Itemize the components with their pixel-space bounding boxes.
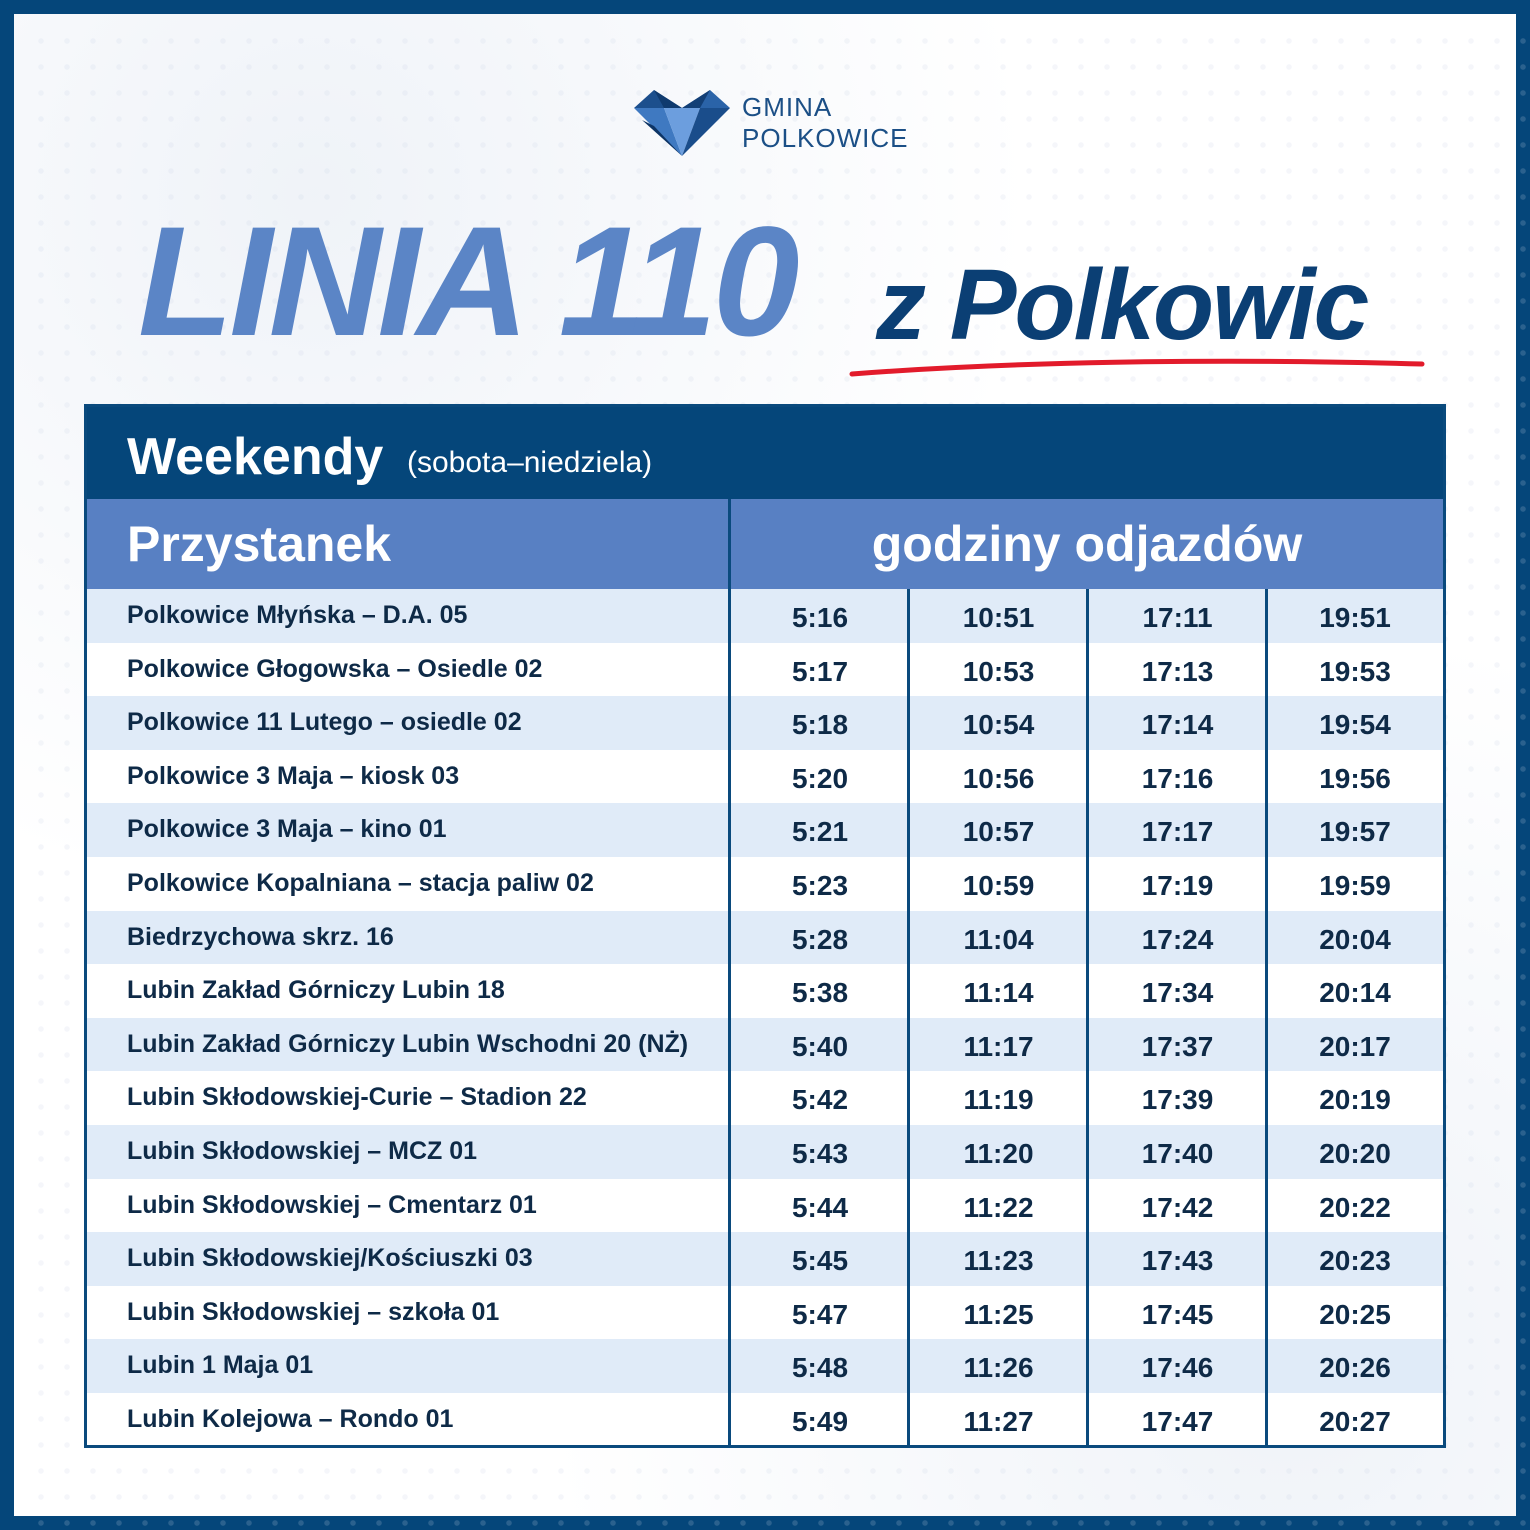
stop-name: Lubin Skłodowskiej – Cmentarz 01 <box>127 1190 537 1219</box>
departure-time: 17:47 <box>1141 1405 1214 1437</box>
departure-time: 10:51 <box>962 602 1035 633</box>
departure-time: 17:40 <box>1141 1137 1214 1169</box>
departure-time: 19:56 <box>1319 762 1391 794</box>
column-divider <box>728 589 731 1448</box>
departure-time: 10:54 <box>962 709 1035 741</box>
departure-time: 11:14 <box>963 977 1034 1009</box>
departure-time: 11:26 <box>963 1352 1034 1384</box>
departure-time: 5:48 <box>791 1352 849 1384</box>
stop-name: Lubin Skłodowskiej – MCZ 01 <box>127 1136 478 1165</box>
departure-time: 5:23 <box>791 869 849 901</box>
departure-time: 5:21 <box>791 816 849 848</box>
timetable <box>84 404 1446 1448</box>
table-row <box>87 1071 1443 1125</box>
table-row <box>87 696 1443 750</box>
departure-time: 17:42 <box>1141 1191 1214 1223</box>
stop-name: Lubin Skłodowskiej – szkoła 01 <box>127 1297 500 1326</box>
departure-time: 11:25 <box>963 1298 1034 1330</box>
departure-time: 10:53 <box>962 655 1035 687</box>
departure-time: 11:20 <box>963 1137 1034 1169</box>
section-note: (sobota–niedziela) <box>407 446 653 479</box>
departure-time: 11:17 <box>963 1030 1034 1062</box>
table-row <box>87 589 1443 643</box>
gmina-name <box>742 92 908 154</box>
section-title: Weekendy <box>127 428 384 486</box>
line-title: LINIA 110 <box>138 195 796 369</box>
column-stop: Przystanek <box>127 516 392 572</box>
departure-time: 17:14 <box>1141 709 1214 741</box>
stop-name: Biedrzychowa skrz. 16 <box>127 922 394 951</box>
departure-time: 11:22 <box>963 1191 1034 1223</box>
departure-time: 20:27 <box>1319 1405 1391 1437</box>
stop-name: Lubin Kolejowa – Rondo 01 <box>127 1404 454 1433</box>
section-header <box>87 407 1443 499</box>
column-divider <box>907 589 910 1448</box>
departure-time: 20:19 <box>1319 1084 1391 1116</box>
departure-time: 17:39 <box>1141 1084 1214 1116</box>
departure-time: 5:17 <box>791 655 849 687</box>
departure-time: 10:59 <box>962 869 1035 901</box>
departure-time: 5:45 <box>791 1245 849 1277</box>
column-times: godziny odjazdów <box>871 516 1303 572</box>
table-row <box>87 1232 1443 1286</box>
departure-time: 5:20 <box>791 762 849 794</box>
departure-time: 20:22 <box>1319 1191 1391 1223</box>
departure-time: 11:27 <box>963 1405 1034 1437</box>
stop-name: Polkowice 3 Maja – kino 01 <box>127 815 447 844</box>
departure-time: 17:16 <box>1141 762 1214 794</box>
departure-time: 19:59 <box>1319 869 1391 901</box>
departure-time: 17:24 <box>1141 923 1214 955</box>
departure-time: 20:23 <box>1319 1245 1391 1277</box>
departure-time: 20:20 <box>1319 1137 1391 1169</box>
departure-time: 19:54 <box>1319 709 1391 741</box>
table-row <box>87 750 1443 804</box>
departure-time: 17:46 <box>1141 1352 1214 1384</box>
departure-time: 5:16 <box>791 602 849 633</box>
heart-gem-icon <box>634 86 730 158</box>
stop-name: Lubin 1 Maja 01 <box>127 1351 314 1380</box>
departure-time: 5:42 <box>791 1084 849 1116</box>
table-row <box>87 1018 1443 1072</box>
departure-time: 5:38 <box>791 977 849 1009</box>
departure-time: 17:34 <box>1141 977 1214 1009</box>
departure-time: 17:19 <box>1141 869 1214 901</box>
column-divider <box>1086 589 1089 1448</box>
departure-time: 17:43 <box>1141 1245 1214 1277</box>
timetable-rows <box>87 589 1443 1447</box>
departure-time: 5:49 <box>791 1405 849 1437</box>
stop-name: Polkowice Młyńska – D.A. 05 <box>127 601 468 629</box>
departure-time: 20:14 <box>1319 977 1391 1009</box>
departure-time: 5:44 <box>791 1191 849 1223</box>
table-row <box>87 911 1443 965</box>
gmina-line1: GMINA <box>742 92 833 122</box>
red-underline <box>848 348 1428 384</box>
stop-name: Polkowice 3 Maja – kiosk 03 <box>127 761 460 790</box>
departure-time: 17:17 <box>1141 816 1214 848</box>
departure-time: 10:56 <box>962 762 1035 794</box>
departure-time: 11:23 <box>963 1245 1034 1277</box>
departure-time: 17:13 <box>1141 655 1214 687</box>
stop-name: Lubin Zakład Górniczy Lubin Wschodni 20 (NŻ) <box>127 1029 689 1058</box>
table-row <box>87 1286 1443 1340</box>
departure-time: 5:43 <box>791 1137 849 1169</box>
table-row <box>87 1339 1443 1393</box>
departure-time: 17:45 <box>1141 1298 1214 1330</box>
line-origin: z Polkowic <box>876 249 1368 361</box>
table-row <box>87 857 1443 911</box>
departure-time: 20:04 <box>1319 923 1391 955</box>
gmina-logo <box>634 86 934 158</box>
departure-time: 17:11 <box>1142 602 1213 633</box>
departure-time: 20:17 <box>1319 1030 1391 1062</box>
table-row <box>87 1125 1443 1179</box>
table-row <box>87 1179 1443 1233</box>
stop-name: Polkowice 11 Lutego – osiedle 02 <box>127 708 522 737</box>
departure-time: 5:28 <box>791 923 849 955</box>
column-divider <box>1265 589 1268 1448</box>
table-row <box>87 803 1443 857</box>
stop-name: Polkowice Głogowska – Osiedle 02 <box>127 654 543 683</box>
departure-time: 11:19 <box>963 1084 1034 1116</box>
departure-time: 17:37 <box>1141 1030 1214 1062</box>
table-row <box>87 1393 1443 1447</box>
departure-time: 19:57 <box>1319 816 1391 848</box>
departure-time: 10:57 <box>962 816 1035 848</box>
stop-name: Lubin Zakład Górniczy Lubin 18 <box>127 976 505 1005</box>
departure-time: 20:25 <box>1319 1298 1391 1330</box>
departure-time: 5:47 <box>791 1298 849 1330</box>
departure-time: 19:51 <box>1319 602 1391 633</box>
departure-time: 19:53 <box>1319 655 1391 687</box>
departure-time: 11:04 <box>963 923 1034 955</box>
column-header <box>87 499 1443 589</box>
departure-time: 20:26 <box>1319 1352 1391 1384</box>
gmina-line2: POLKOWICE <box>742 123 909 153</box>
departure-time: 5:40 <box>791 1030 849 1062</box>
stop-name: Lubin Skłodowskiej-Curie – Stadion 22 <box>127 1083 587 1112</box>
stop-name: Polkowice Kopalniana – stacja paliw 02 <box>127 868 594 897</box>
departure-time: 5:18 <box>791 709 849 741</box>
table-row <box>87 643 1443 697</box>
table-row <box>87 964 1443 1018</box>
stop-name: Lubin Skłodowskiej/Kościuszki 03 <box>127 1244 533 1273</box>
